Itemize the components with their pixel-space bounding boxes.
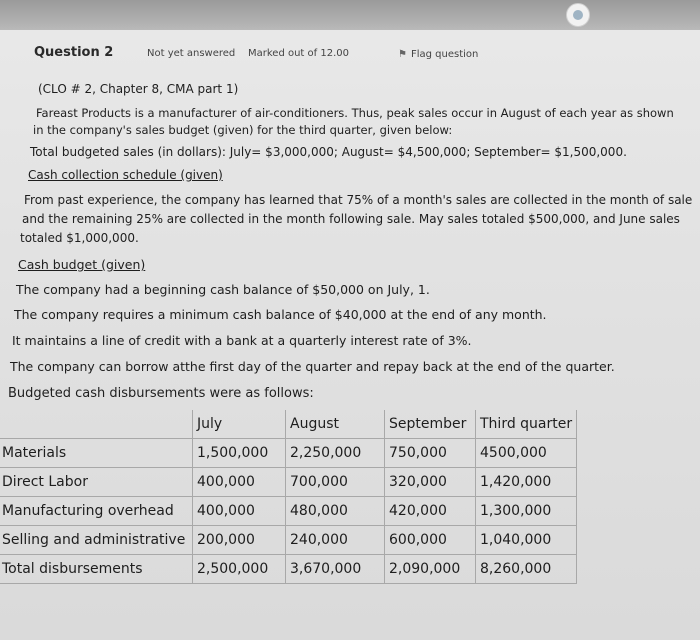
header-blank [0,410,193,439]
table-header-row [0,410,577,439]
clo-reference: (CLO # 2, Chapter 8, CMA part 1) [38,82,239,96]
cell: 3,670,000 [286,555,385,584]
row-label: Materials [0,439,193,468]
cell: 750,000 [385,439,476,468]
user-avatar-icon[interactable] [566,3,590,27]
table-row [0,439,577,468]
total-sales-line: Total budgeted sales (in dollars): July= $3,000,000; August= $4,500,000; September= $1,500,000. [30,145,627,159]
table-row [0,526,577,555]
intro-line-1: Fareast Products is a manufacturer of air-conditioners. Thus, peak sales occur in August of each year as shown [36,106,674,120]
flag-question-label: Flag question [410,49,479,60]
cell: 480,000 [286,497,385,526]
cell: 320,000 [385,468,476,497]
cell: 700,000 [286,468,385,497]
cell: 400,000 [193,497,286,526]
question-marks: Marked out of 12.00 [248,48,349,59]
browser-top-bar [0,0,700,30]
collection-line-2: and the remaining 25% are collected in the month following sale. May sales totaled $500,000, and June sales [22,212,680,226]
cell: 1,500,000 [193,439,286,468]
header-july: July [193,410,286,439]
cell: 2,250,000 [286,439,385,468]
cell: 8,260,000 [476,555,577,584]
header-august: August [286,410,385,439]
question-number: Question 2 [34,45,114,60]
table-row [0,555,577,584]
flag-question-link[interactable] [398,49,478,60]
header-third-quarter: Third quarter [476,410,577,439]
cash-budget-heading: Cash budget (given) [18,257,146,272]
cell: 2,500,000 [193,555,286,584]
collection-line-3: totaled $1,000,000. [20,231,139,245]
table-row [0,497,577,526]
disbursements-table [0,410,577,584]
row-label: Selling and administrative [0,526,193,555]
flag-icon: ⚑ [398,49,407,60]
table-row [0,468,577,497]
budget-line-3: It maintains a line of credit with a bank at a quarterly interest rate of 3%. [12,333,472,348]
intro-line-2: in the company's sales budget (given) for the third quarter, given below: [33,123,453,137]
row-label: Total disbursements [0,555,193,584]
collection-heading: Cash collection schedule (given) [28,168,223,182]
row-label: Manufacturing overhead [0,497,193,526]
cell: 1,300,000 [476,497,577,526]
cell: 200,000 [193,526,286,555]
cell: 400,000 [193,468,286,497]
row-label: Direct Labor [0,468,193,497]
budget-line-4: The company can borrow atthe first day of the quarter and repay back at the end of the quarter. [10,359,615,374]
cell: 240,000 [286,526,385,555]
question-status: Not yet answered [147,48,236,59]
cell: 600,000 [385,526,476,555]
cell: 1,420,000 [476,468,577,497]
cell: 4500,000 [476,439,577,468]
cell: 420,000 [385,497,476,526]
cell: 1,040,000 [476,526,577,555]
disbursements-intro: Budgeted cash disbursements were as follows: [8,386,314,401]
collection-line-1: From past experience, the company has learned that 75% of a month's sales are collected in the month of sale [24,193,693,207]
header-september: September [385,410,476,439]
budget-line-1: The company had a beginning cash balance of $50,000 on July, 1. [16,282,430,297]
budget-line-2: The company requires a minimum cash balance of $40,000 at the end of any month. [14,307,547,322]
cell: 2,090,000 [385,555,476,584]
